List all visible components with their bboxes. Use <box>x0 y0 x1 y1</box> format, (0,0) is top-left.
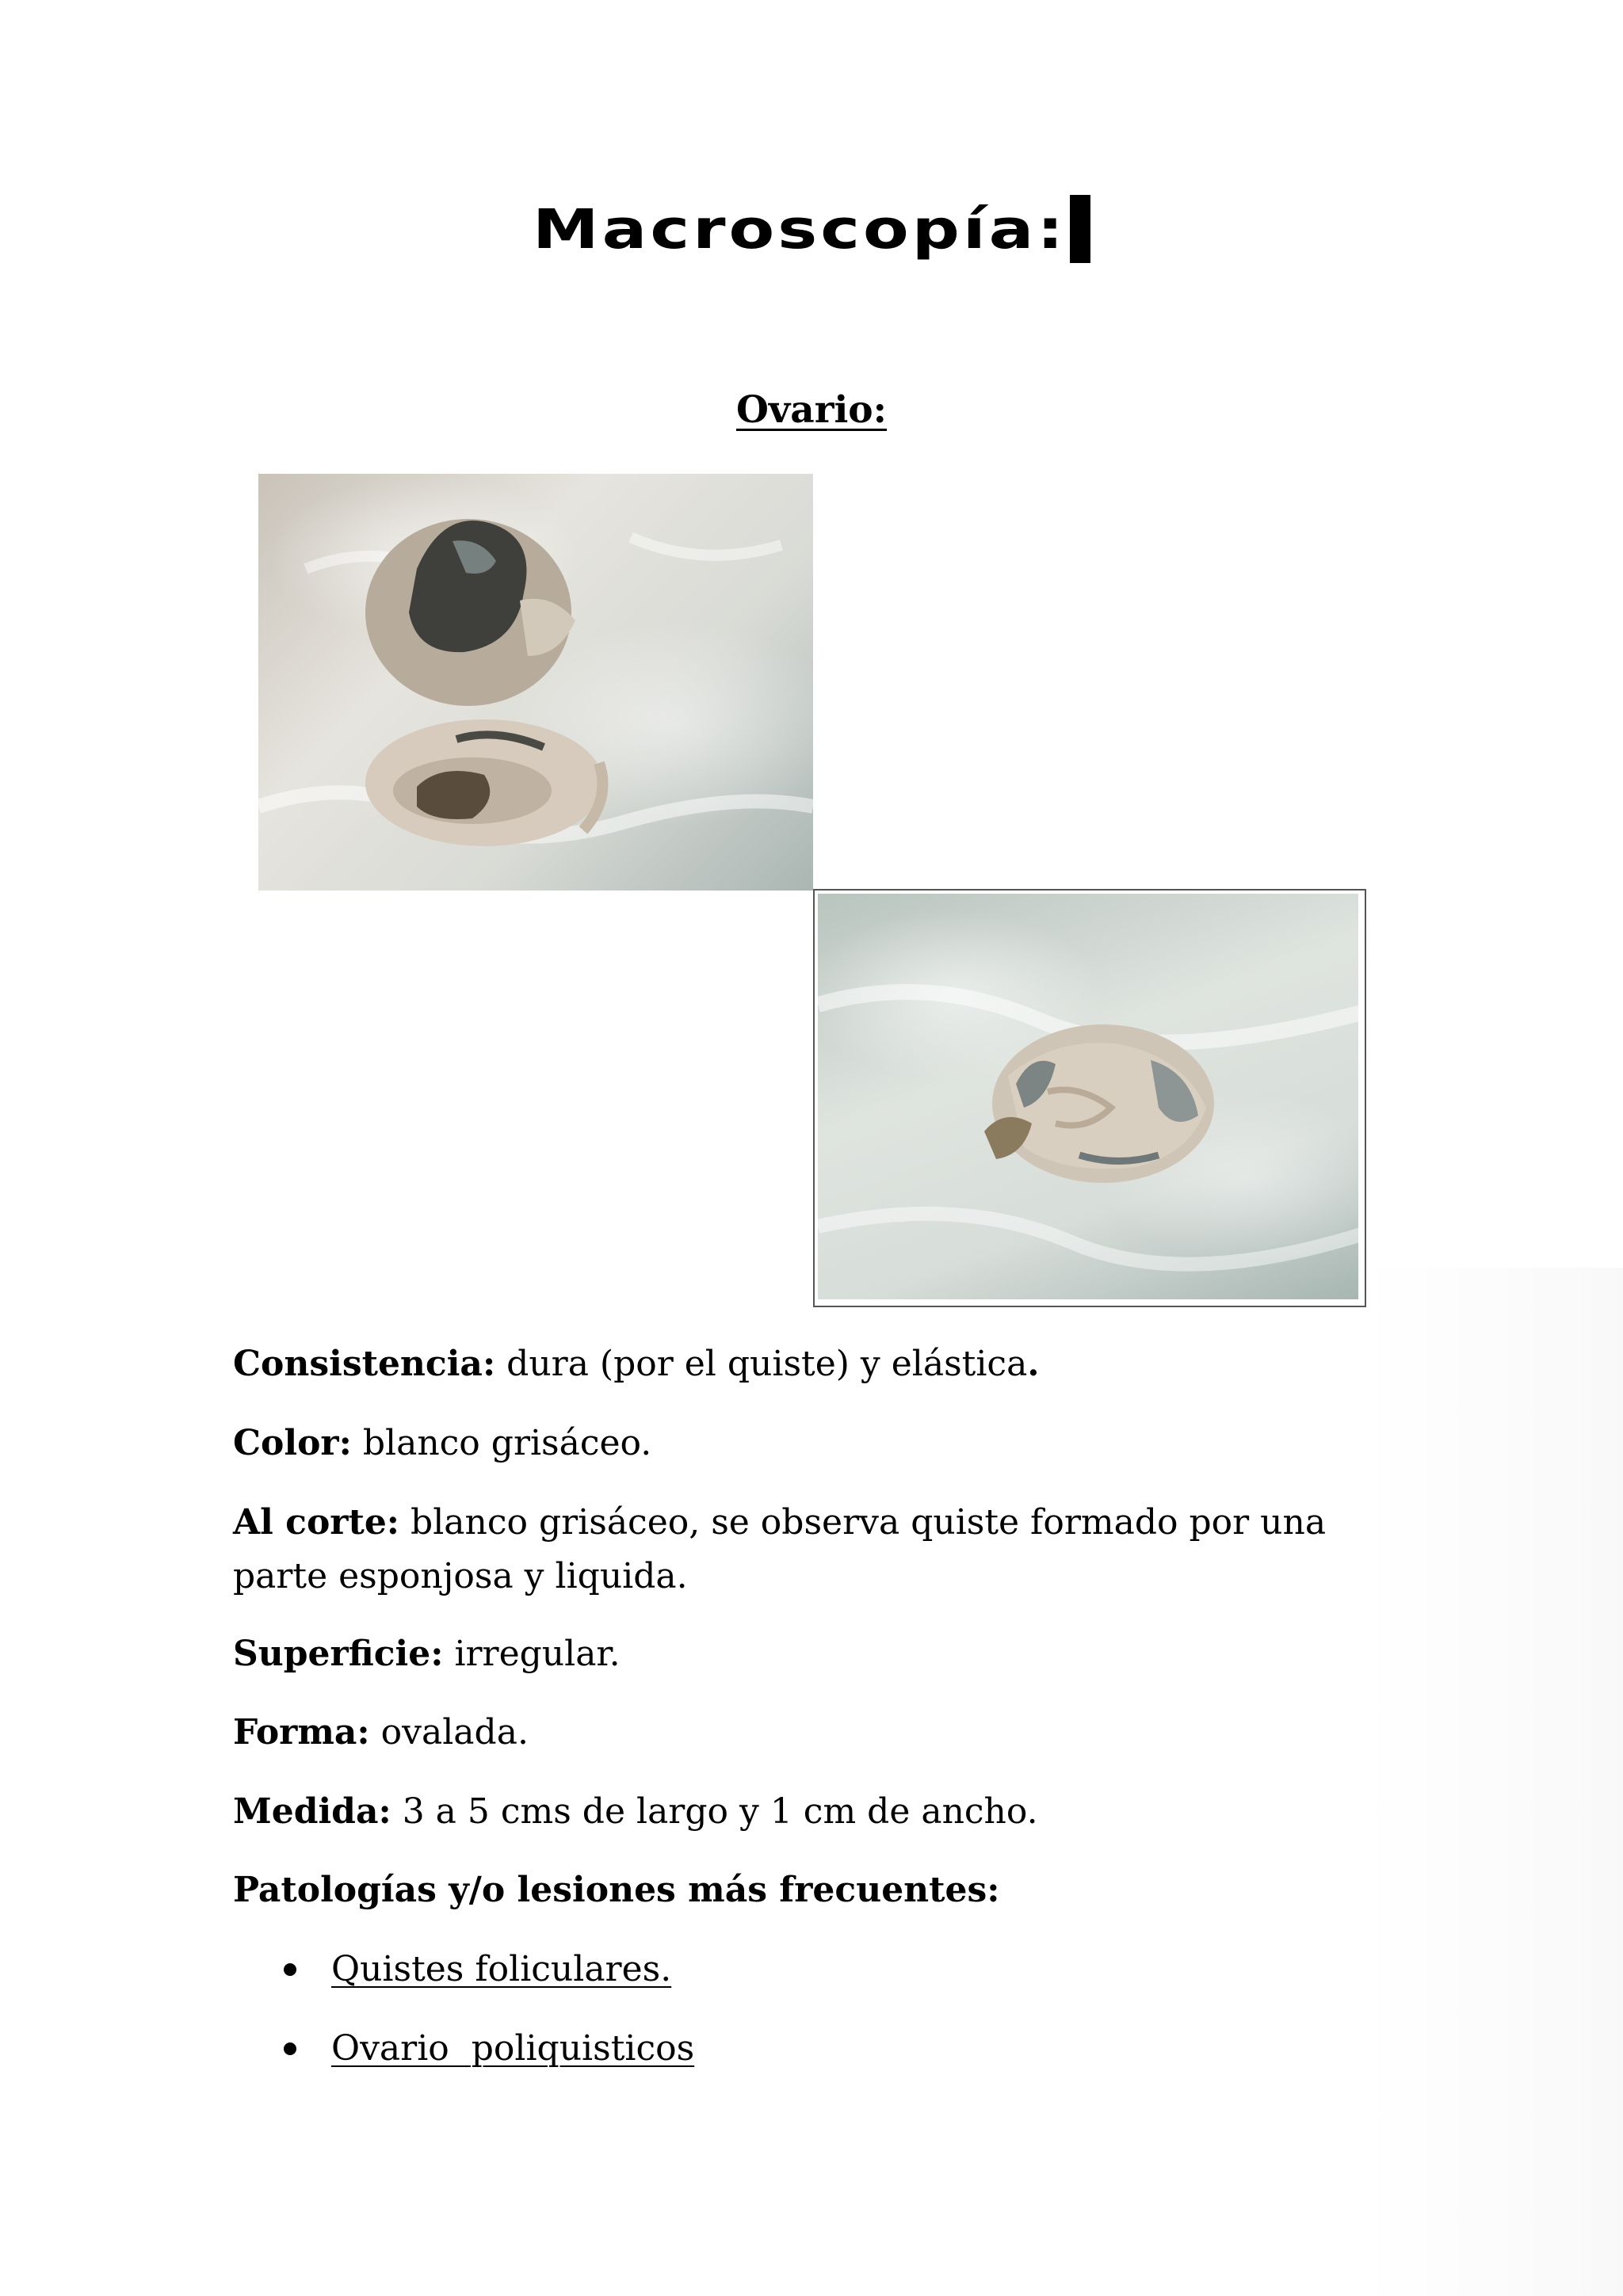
field-value: ovalada. <box>369 1712 529 1753</box>
field-label: Medida: <box>233 1791 391 1832</box>
field-label: Color: <box>233 1423 352 1463</box>
field-value: dura (por el quiste) y elástica <box>495 1344 1028 1384</box>
page-title <box>0 190 1623 285</box>
list-item <box>281 2022 694 2101</box>
patologias-heading: Patologías y/o lesiones más frecuentes: <box>233 1870 1000 1910</box>
list-item-text: Ovario poliquisticos <box>331 2028 695 2069</box>
field-value: irregular. <box>443 1634 621 1674</box>
field-value: 3 a 5 cms de largo y 1 cm de ancho. <box>391 1791 1038 1832</box>
text-cursor-mark <box>1070 195 1090 263</box>
ovary-cut-illustration <box>258 474 813 891</box>
bullet-icon <box>284 1963 296 1976</box>
list-item <box>281 1943 694 2022</box>
section-heading: Ovario: <box>735 388 888 432</box>
field-label: Consistencia: <box>233 1344 496 1384</box>
field-superficie <box>233 1627 1422 1681</box>
field-forma <box>233 1706 1422 1760</box>
field-label: Al corte: <box>233 1502 400 1543</box>
field-label: Superficie: <box>233 1634 444 1674</box>
bullet-icon <box>284 2042 296 2055</box>
ovary-whole-illustration <box>818 894 1361 1302</box>
ovary-whole-photo-image <box>818 894 1358 1299</box>
field-consistencia <box>233 1337 1422 1391</box>
field-label: Forma: <box>233 1712 370 1753</box>
patologias-list <box>281 1943 694 2101</box>
list-item-text: Quistes foliculares. <box>331 1949 672 1989</box>
field-value: blanco grisáceo, se observa quiste formado por una parte esponjosa y liquida. <box>233 1502 1327 1596</box>
field-value: blanco grisáceo. <box>351 1423 652 1463</box>
ovary-whole-photo <box>813 889 1366 1307</box>
field-color <box>233 1417 1422 1470</box>
title-text: Macroscopía: <box>533 196 1067 261</box>
field-end-mark: . <box>1027 1344 1040 1384</box>
ovary-cut-photo <box>258 474 813 891</box>
field-al-corte <box>233 1496 1422 1604</box>
field-medida <box>233 1785 1422 1839</box>
